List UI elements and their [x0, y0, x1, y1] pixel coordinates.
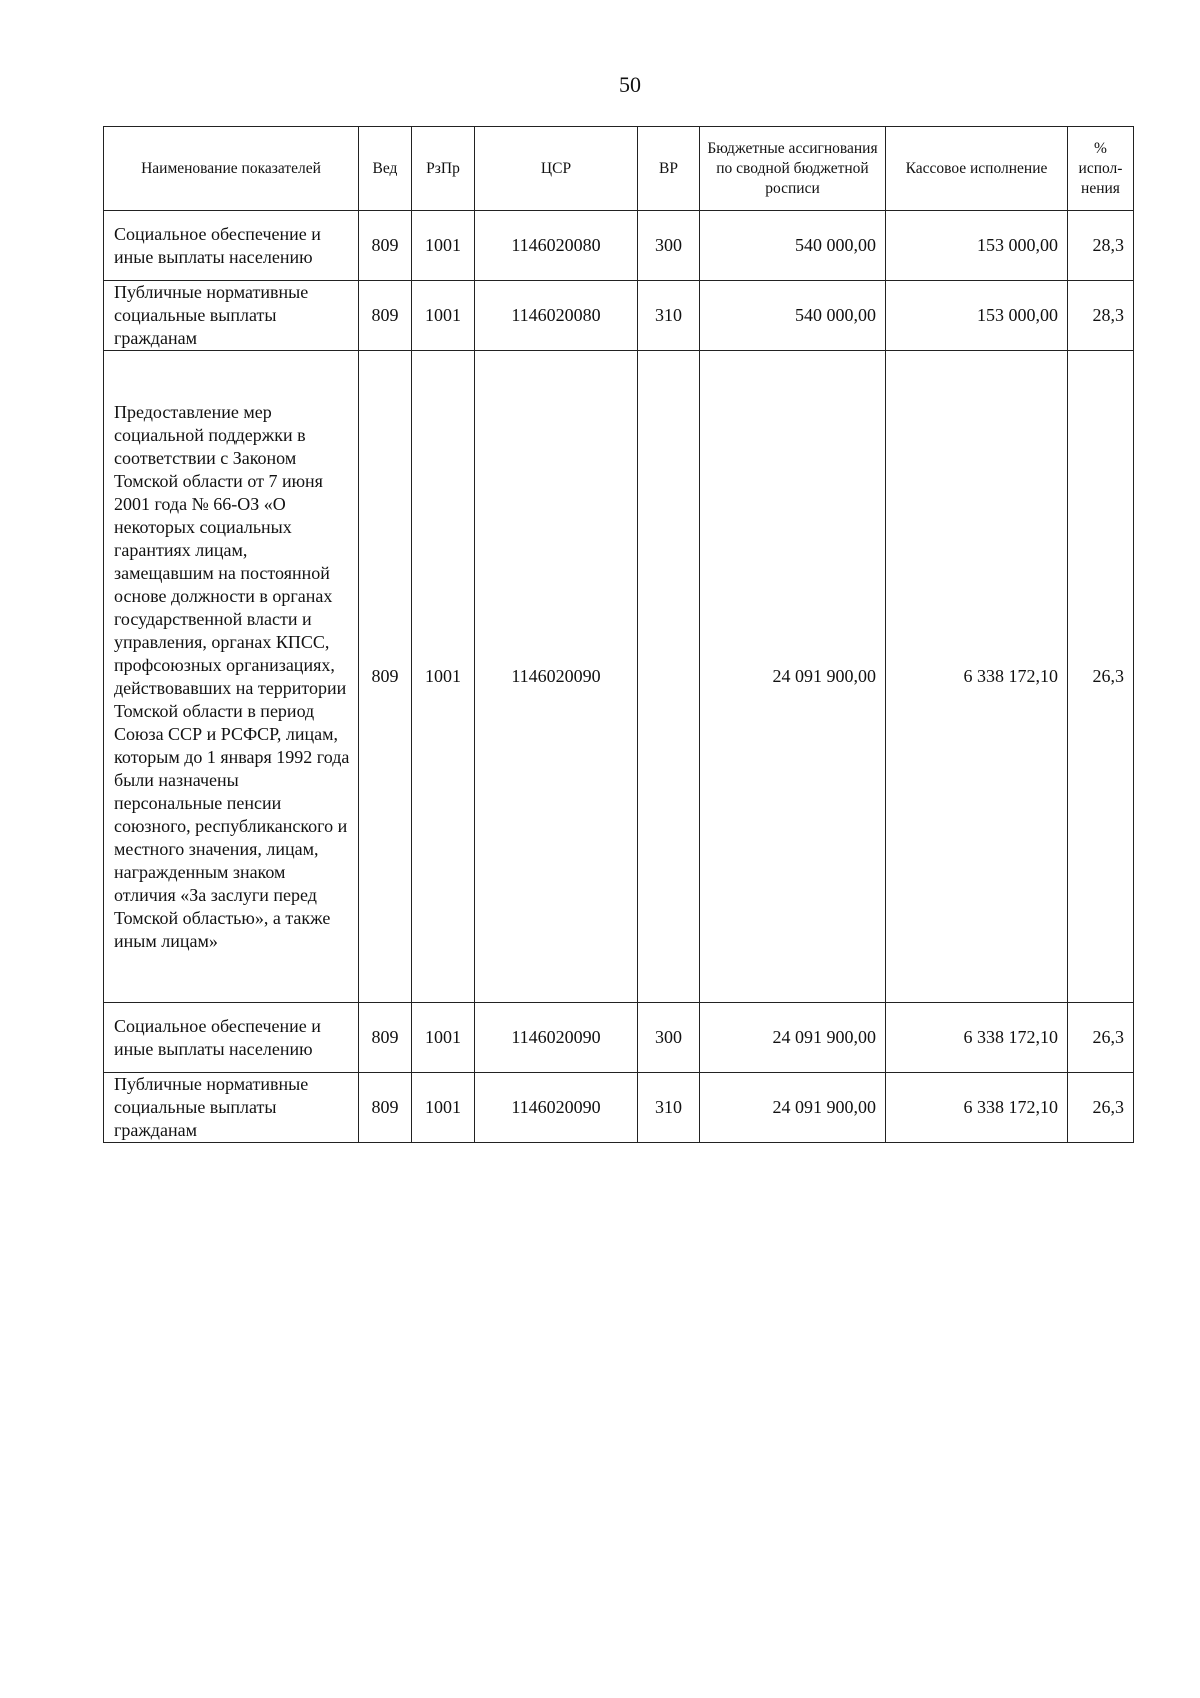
- page-number: 50: [619, 72, 641, 97]
- cell-budget: 540 000,00: [700, 281, 886, 351]
- cell-ved: 809: [359, 211, 412, 281]
- cell-budget: 24 091 900,00: [700, 1073, 886, 1143]
- header-budget: Бюджетные ассигнования по сводной бюджетной росписи: [700, 127, 886, 211]
- cell-name: Социальное обеспечение и иные выплаты населению: [104, 211, 359, 281]
- cell-vr: 310: [638, 281, 700, 351]
- cell-name: Предоставление мер социальной поддержки в соответствии с Законом Томской области от 7 июня 2001 года № 66-ОЗ «О некоторых социальных гарантиях лицам, замещавшим на постоянной основе должности в органах государственной власти и управления, органах КПСС, профсоюзных организациях, действовавших на территории Томской области в период Союза ССР и РСФСР, лицам, которым до 1 января 1992 года были назначены персональные пенсии союзного, республиканского и местного значения, лицам, награжденным знаком отличия «За заслуги перед Томской областью», а также иным лицам»: [104, 351, 359, 1003]
- cell-rzpr: 1001: [412, 1073, 475, 1143]
- table-row: [104, 211, 1134, 281]
- table-row: [104, 351, 1134, 1003]
- cell-ved: 809: [359, 1073, 412, 1143]
- cell-rzpr: 1001: [412, 351, 475, 1003]
- cell-percent: 28,3: [1068, 281, 1134, 351]
- cell-cash: 153 000,00: [886, 211, 1068, 281]
- cell-csr: 1146020090: [475, 351, 638, 1003]
- table-row: [104, 1073, 1134, 1143]
- cell-rzpr: 1001: [412, 1003, 475, 1073]
- cell-budget: 24 091 900,00: [700, 351, 886, 1003]
- cell-name: Публичные нормативные социальные выплаты гражданам: [104, 1073, 359, 1143]
- table-body: [104, 211, 1134, 1143]
- cell-ved: 809: [359, 351, 412, 1003]
- header-vr: ВР: [638, 127, 700, 211]
- cell-percent: 26,3: [1068, 351, 1134, 1003]
- header-percent: % испол-нения: [1068, 127, 1134, 211]
- cell-percent: 26,3: [1068, 1003, 1134, 1073]
- cell-cash: 6 338 172,10: [886, 1003, 1068, 1073]
- cell-name: Публичные нормативные социальные выплаты гражданам: [104, 281, 359, 351]
- budget-execution-table: [103, 126, 1134, 1143]
- header-name: Наименование показателей: [104, 127, 359, 211]
- cell-csr: 1146020090: [475, 1003, 638, 1073]
- cell-ved: 809: [359, 281, 412, 351]
- header-row: [104, 127, 1134, 211]
- cell-budget: 24 091 900,00: [700, 1003, 886, 1073]
- cell-percent: 26,3: [1068, 1073, 1134, 1143]
- cell-csr: 1146020080: [475, 281, 638, 351]
- header-csr: ЦСР: [475, 127, 638, 211]
- cell-csr: 1146020080: [475, 211, 638, 281]
- cell-cash: 6 338 172,10: [886, 351, 1068, 1003]
- cell-vr: 300: [638, 211, 700, 281]
- cell-budget: 540 000,00: [700, 211, 886, 281]
- table-row: [104, 1003, 1134, 1073]
- cell-cash: 6 338 172,10: [886, 1073, 1068, 1143]
- cell-rzpr: 1001: [412, 281, 475, 351]
- header-ved: Вед: [359, 127, 412, 211]
- header-cash: Кассовое исполнение: [886, 127, 1068, 211]
- cell-csr: 1146020090: [475, 1073, 638, 1143]
- cell-ved: 809: [359, 1003, 412, 1073]
- cell-rzpr: 1001: [412, 211, 475, 281]
- cell-vr: [638, 351, 700, 1003]
- cell-vr: 300: [638, 1003, 700, 1073]
- header-rzpr: РзПр: [412, 127, 475, 211]
- cell-cash: 153 000,00: [886, 281, 1068, 351]
- cell-name: Социальное обеспечение и иные выплаты населению: [104, 1003, 359, 1073]
- table-row: [104, 281, 1134, 351]
- cell-percent: 28,3: [1068, 211, 1134, 281]
- cell-vr: 310: [638, 1073, 700, 1143]
- table-header: [104, 127, 1134, 211]
